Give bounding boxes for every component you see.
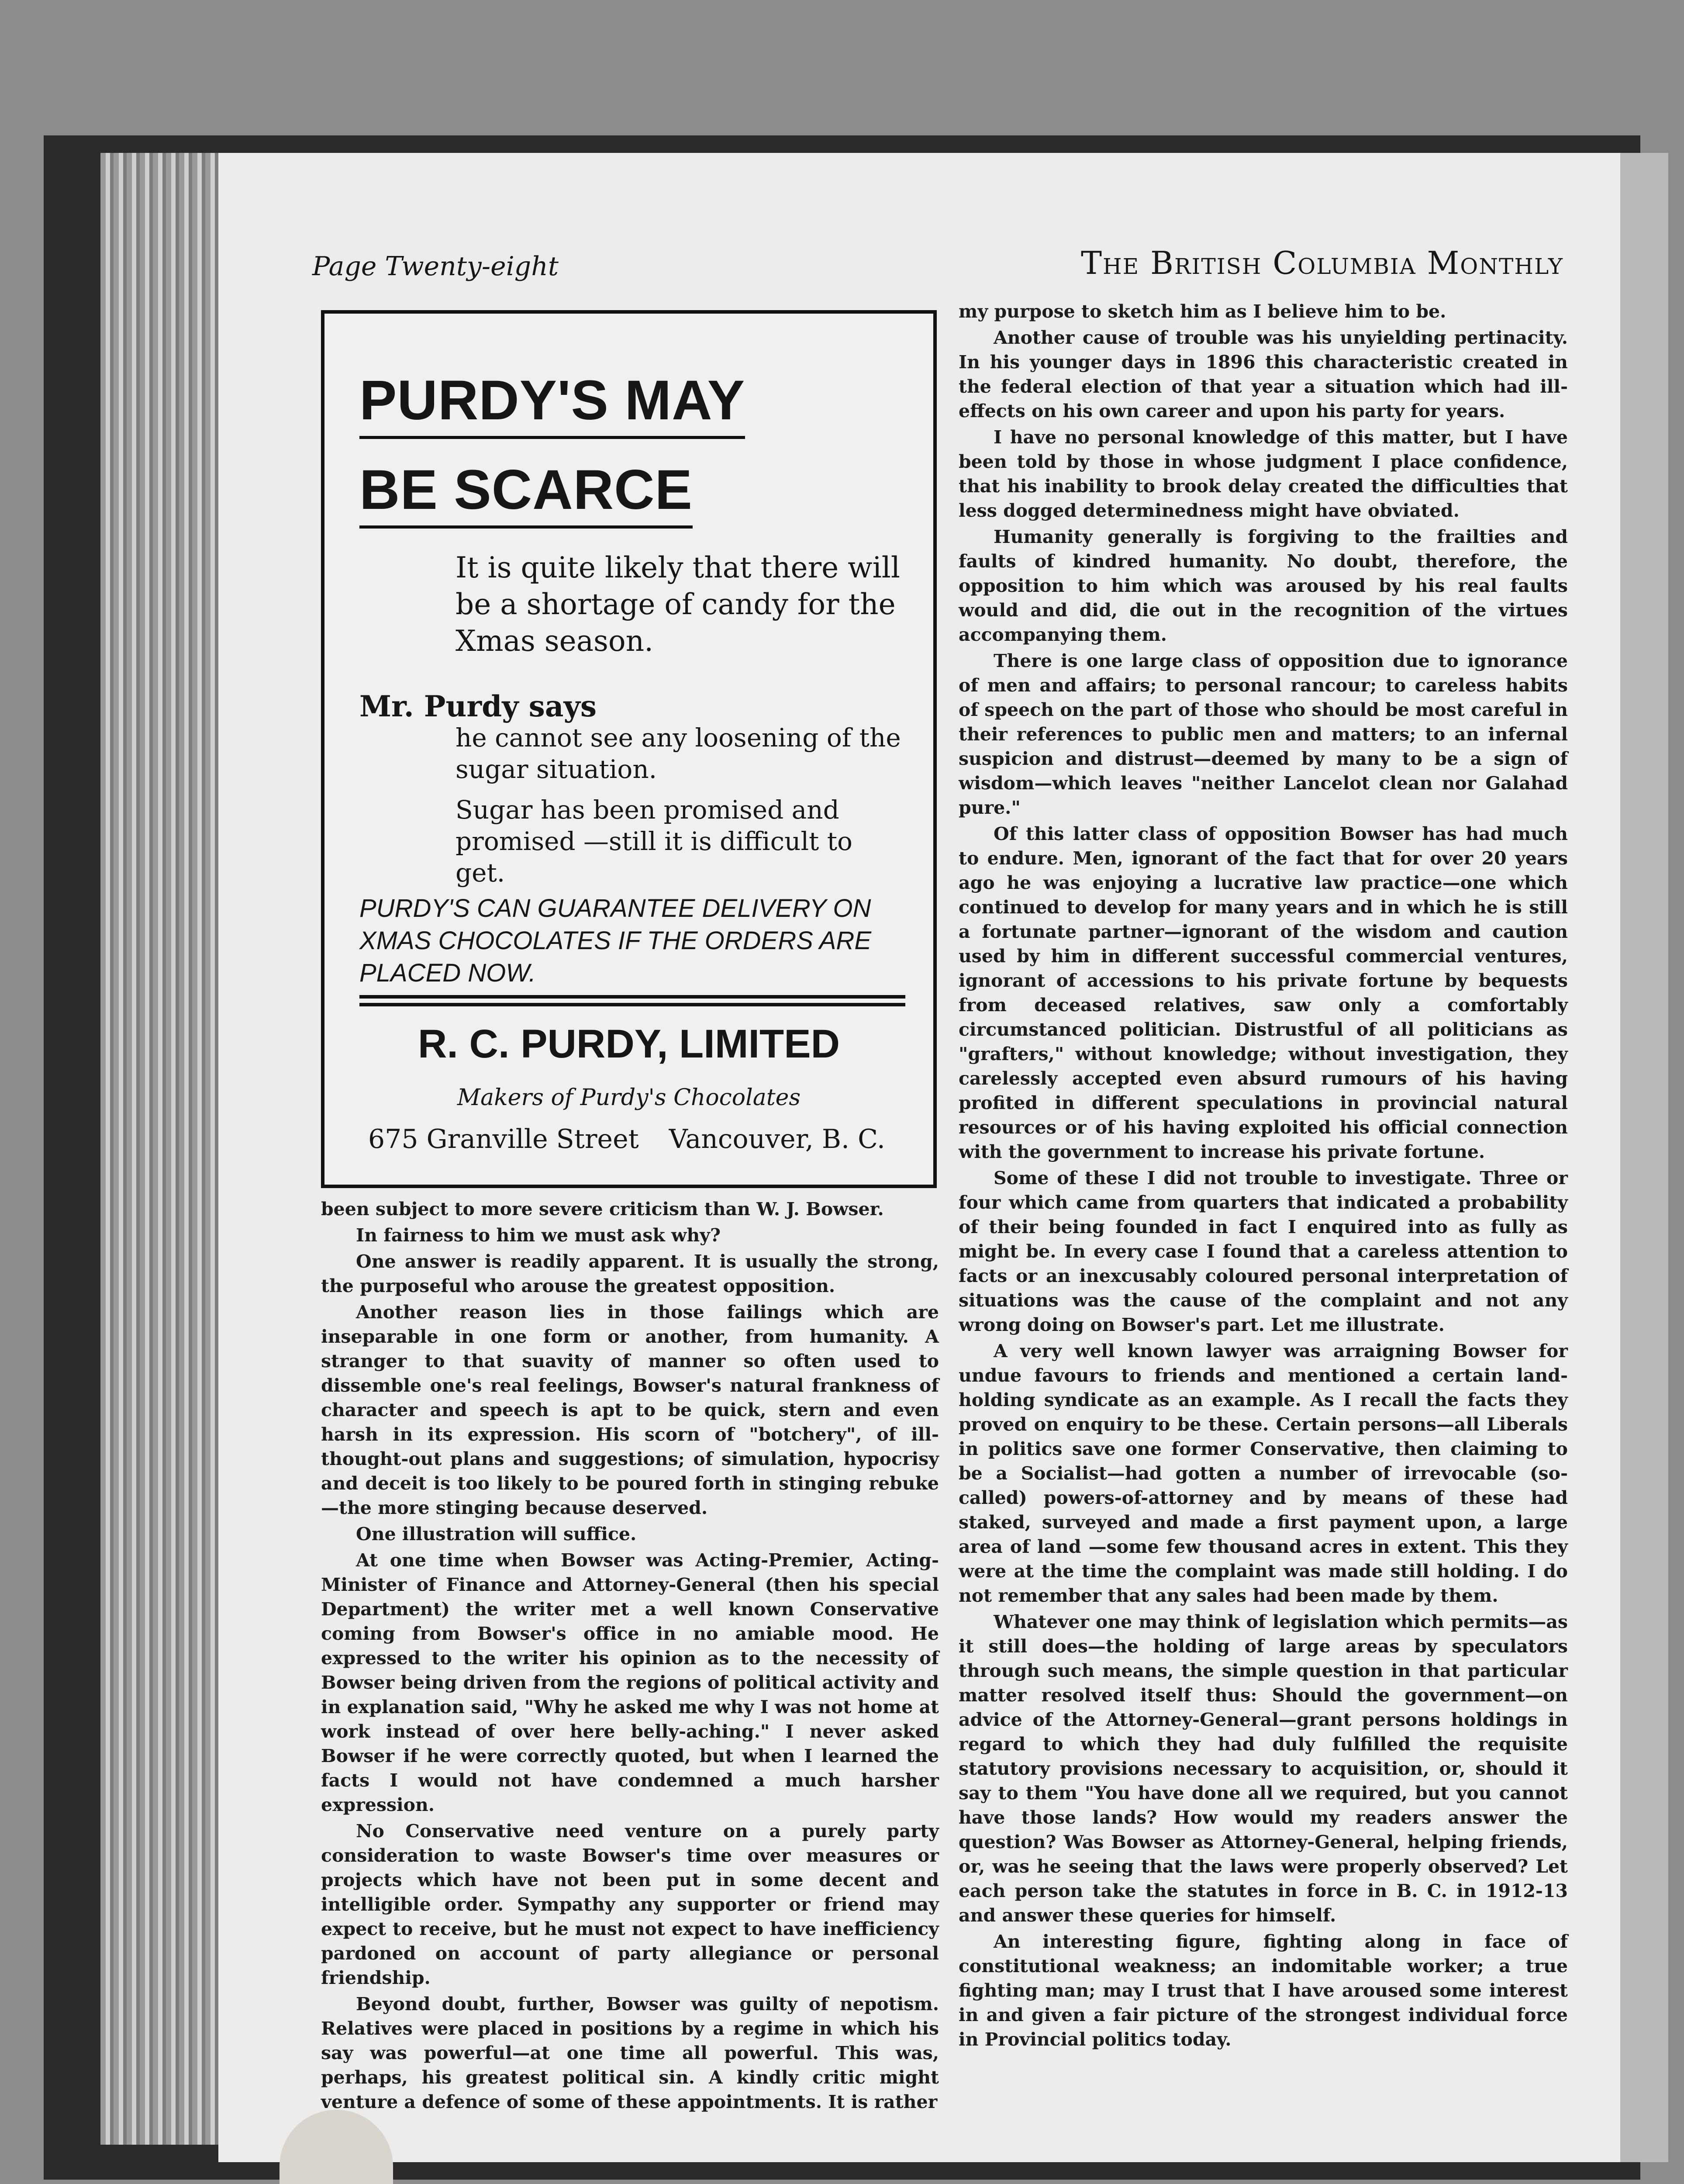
ad-city: Vancouver, B. C.: [669, 1124, 885, 1154]
paragraph: I have no personal knowledge of this matter, but I have been told by those in whose judgment I place confidence, that his inability to brook delay created the difficulties that less dogged determinedness might have obviated.: [959, 427, 1568, 521]
paragraph: Whatever one may think of legislation which permits—as it still does—the holding of large areas by speculators through such means, the simple question in that particular matter resolved itself thus: Should the government—on advice of the Attorney-General—grant persons holdings in regard to which they had duly fulfilled the requisite statutory provisions necessary to acquisition, or, should it say to them "You have done all we required, but you cannot have those lands? How would my readers answer the question? Was Bowser as Attorney-General, helping friends, or, was he seeing that the laws were properly observed? Let each person take the statutes in force in B. C. in 1912-13 and answer these queries for himself.: [959, 1611, 1568, 1926]
paragraph: An interesting figure, fighting along in face of constitutional weakness; an indomitable worker; a true fighting man; may I trust that I have aroused some interest in and given a fair picture of the strongest individual force in Provincial politics today.: [959, 1931, 1568, 2050]
paragraph: Of this latter class of opposition Bowser has had much to endure. Men, ignorant of the fact that for over 20 years ago he was enjoying a lucrative law practice—one which continued to develop for many years and in which he is still a fortunate partner—ignorant of the wisdom and caution used by him in different successful commercial ventures, ignorant of accessions to his private fortune by bequests from deceased relatives, saw only a comfortably circumstanced politician. Distrustful of all politicians as "grafters," without knowledge; without investigation, they carelessly accepted even absurd rumours of his having profited in different speculations in provincial natural resources or of his having exploited his official connection with the government to increase his private fortune.: [959, 823, 1568, 1162]
ad-says-heading: Mr. Purdy says: [359, 689, 597, 723]
ad-headline-line-2: BE SCARCE: [359, 458, 693, 529]
paragraph: Beyond doubt, further, Bowser was guilty of nepotism. Relatives were placed in positions by a regime in which his say was powerful—at one time all powerful. This was, perhaps, his greatest political sin. A kindly critic might venture a defence of some of these appointments. It is rather: [321, 1994, 939, 2112]
ad-street-address: 675 Granville Street: [368, 1124, 639, 1154]
ad-divider-2: [359, 1003, 905, 1006]
paragraph: At one time when Bowser was Acting-Premier, Acting-Minister of Finance and Attorney-General (then his special Department) the writer met a well known Conservative coming from Bowser's office in no amiable mood. He expressed to the writer his opinion as to the necessity of Bowser being driven from the regions of political activity and in explanation said, "Why he asked me why I was not home at work instead of over here belly-aching." I never asked Bowser if he were correctly quoted, but when I learned the facts I would not have condemned a much harsher expression.: [321, 1550, 939, 1815]
paragraph: Another reason lies in those failings which are inseparable in one form or another, from humanity. A stranger to that suavity of manner so often used to dissemble one's real feelings, Bowser's natural frankness of character and speech is apt to be quick, stern and even harsh in its expression. His scorn of "botchery", of ill-thought-out plans and suggestions; of simulation, hypocrisy and deceit is too likely to be poured forth in stinging rebuke—the more stinging because deserved.: [321, 1302, 939, 1518]
paragraph: Another cause of trouble was his unyielding pertinacity. In his younger days in 1896 this characteristic created in the federal election of that year a situation which had ill-effects on his own career and upon his party for years.: [959, 327, 1568, 422]
left-text-column: [321, 1197, 939, 2116]
right-text-column: [959, 299, 1568, 2053]
paragraph: been subject to more severe criticism than W. J. Bowser.: [321, 1199, 884, 1220]
ad-intro: It is quite likely that there will be a shortage of candy for the Xmas season.: [456, 551, 900, 658]
publication-title: The British Columbia Monthly: [1081, 245, 1563, 281]
page-stack-edge: [100, 153, 223, 2145]
ad-company-name: R. C. PURDY, LIMITED: [418, 1022, 840, 1066]
ad-divider: [359, 995, 905, 999]
ad-says-text: he cannot see any loosening of the sugar situation.: [456, 723, 901, 784]
paragraph: One illustration will suffice.: [356, 1524, 637, 1545]
paragraph: my purpose to sketch him as I believe him to be.: [959, 301, 1446, 322]
paragraph: One answer is readily apparent. It is usually the strong, the purposeful who arouse the greatest opposition.: [321, 1251, 939, 1296]
paragraph: A very well known lawyer was arraigning Bowser for undue favours to friends and mentioned a certain land-holding syndicate as an example. As I recall the facts they proved on enquiry to be these. Certain persons—all Liberals in politics save one former Conservative, then claiming to be a Socialist—had gotten a number of irrevocable (so-called) powers-of-attorney and by means of these had staked, surveyed and made a first payment upon, a large area of land —some few thousand acres in extent. This they were at the time the complaint was made still holding. I do not remember that any sales had been made by them.: [959, 1341, 1568, 1606]
facing-page-edge: [1616, 153, 1668, 2162]
purdy-advertisement: [321, 310, 937, 1188]
ad-headline-line-1: PURDY'S MAY: [359, 368, 745, 439]
page-number: Page Twenty-eight: [312, 251, 559, 282]
paragraph: There is one large class of opposition due to ignorance of men and affairs; to personal rancour; to careless habits of speech on the part of those who should be most careful in their references to public men and matters; to an infernal suspicion and distrust—deemed by many to be a sign of wisdom—which leaves "neither Lancelot clean nor Galahad pure.": [959, 650, 1568, 818]
magazine-page: [218, 153, 1620, 2162]
paragraph: No Conservative need venture on a purely party consideration to waste Bowser's time over measures or projects which have not been put in some decent and intelligible order. Sympathy any supporter or friend may expect to receive, but he must not expect to have inefficiency pardoned on account of party allegiance or personal friendship.: [321, 1821, 939, 1988]
ad-makers-line: Makers of Purdy's Chocolates: [457, 1085, 801, 1111]
paragraph: In fairness to him we must ask why?: [356, 1225, 721, 1246]
paragraph: Humanity generally is forgiving to the frailties and faults of kindred humanity. No doubt, therefore, the opposition to him which was aroused by his real faults would and did, die out in the recognition of the virtues accompanying them.: [959, 526, 1568, 645]
paragraph: Some of these I did not trouble to investigate. Three or four which came from quarters that indicated a probability of their being founded in fact I enquired into as fully as might be. In every case I found that a careless attention to facts or an inexcusably coloured personal interpretation of situations was the cause of the complaint and not any wrong doing on Bowser's part. Let me illustrate.: [959, 1168, 1568, 1335]
ad-guarantee: PURDY'S CAN GUARANTEE DELIVERY ON XMAS CHOCOLATES IF THE ORDERS ARE PLACED NOW.: [359, 894, 872, 987]
ad-sugar-text: Sugar has been promised and promised —still it is difficult to get.: [456, 795, 852, 888]
